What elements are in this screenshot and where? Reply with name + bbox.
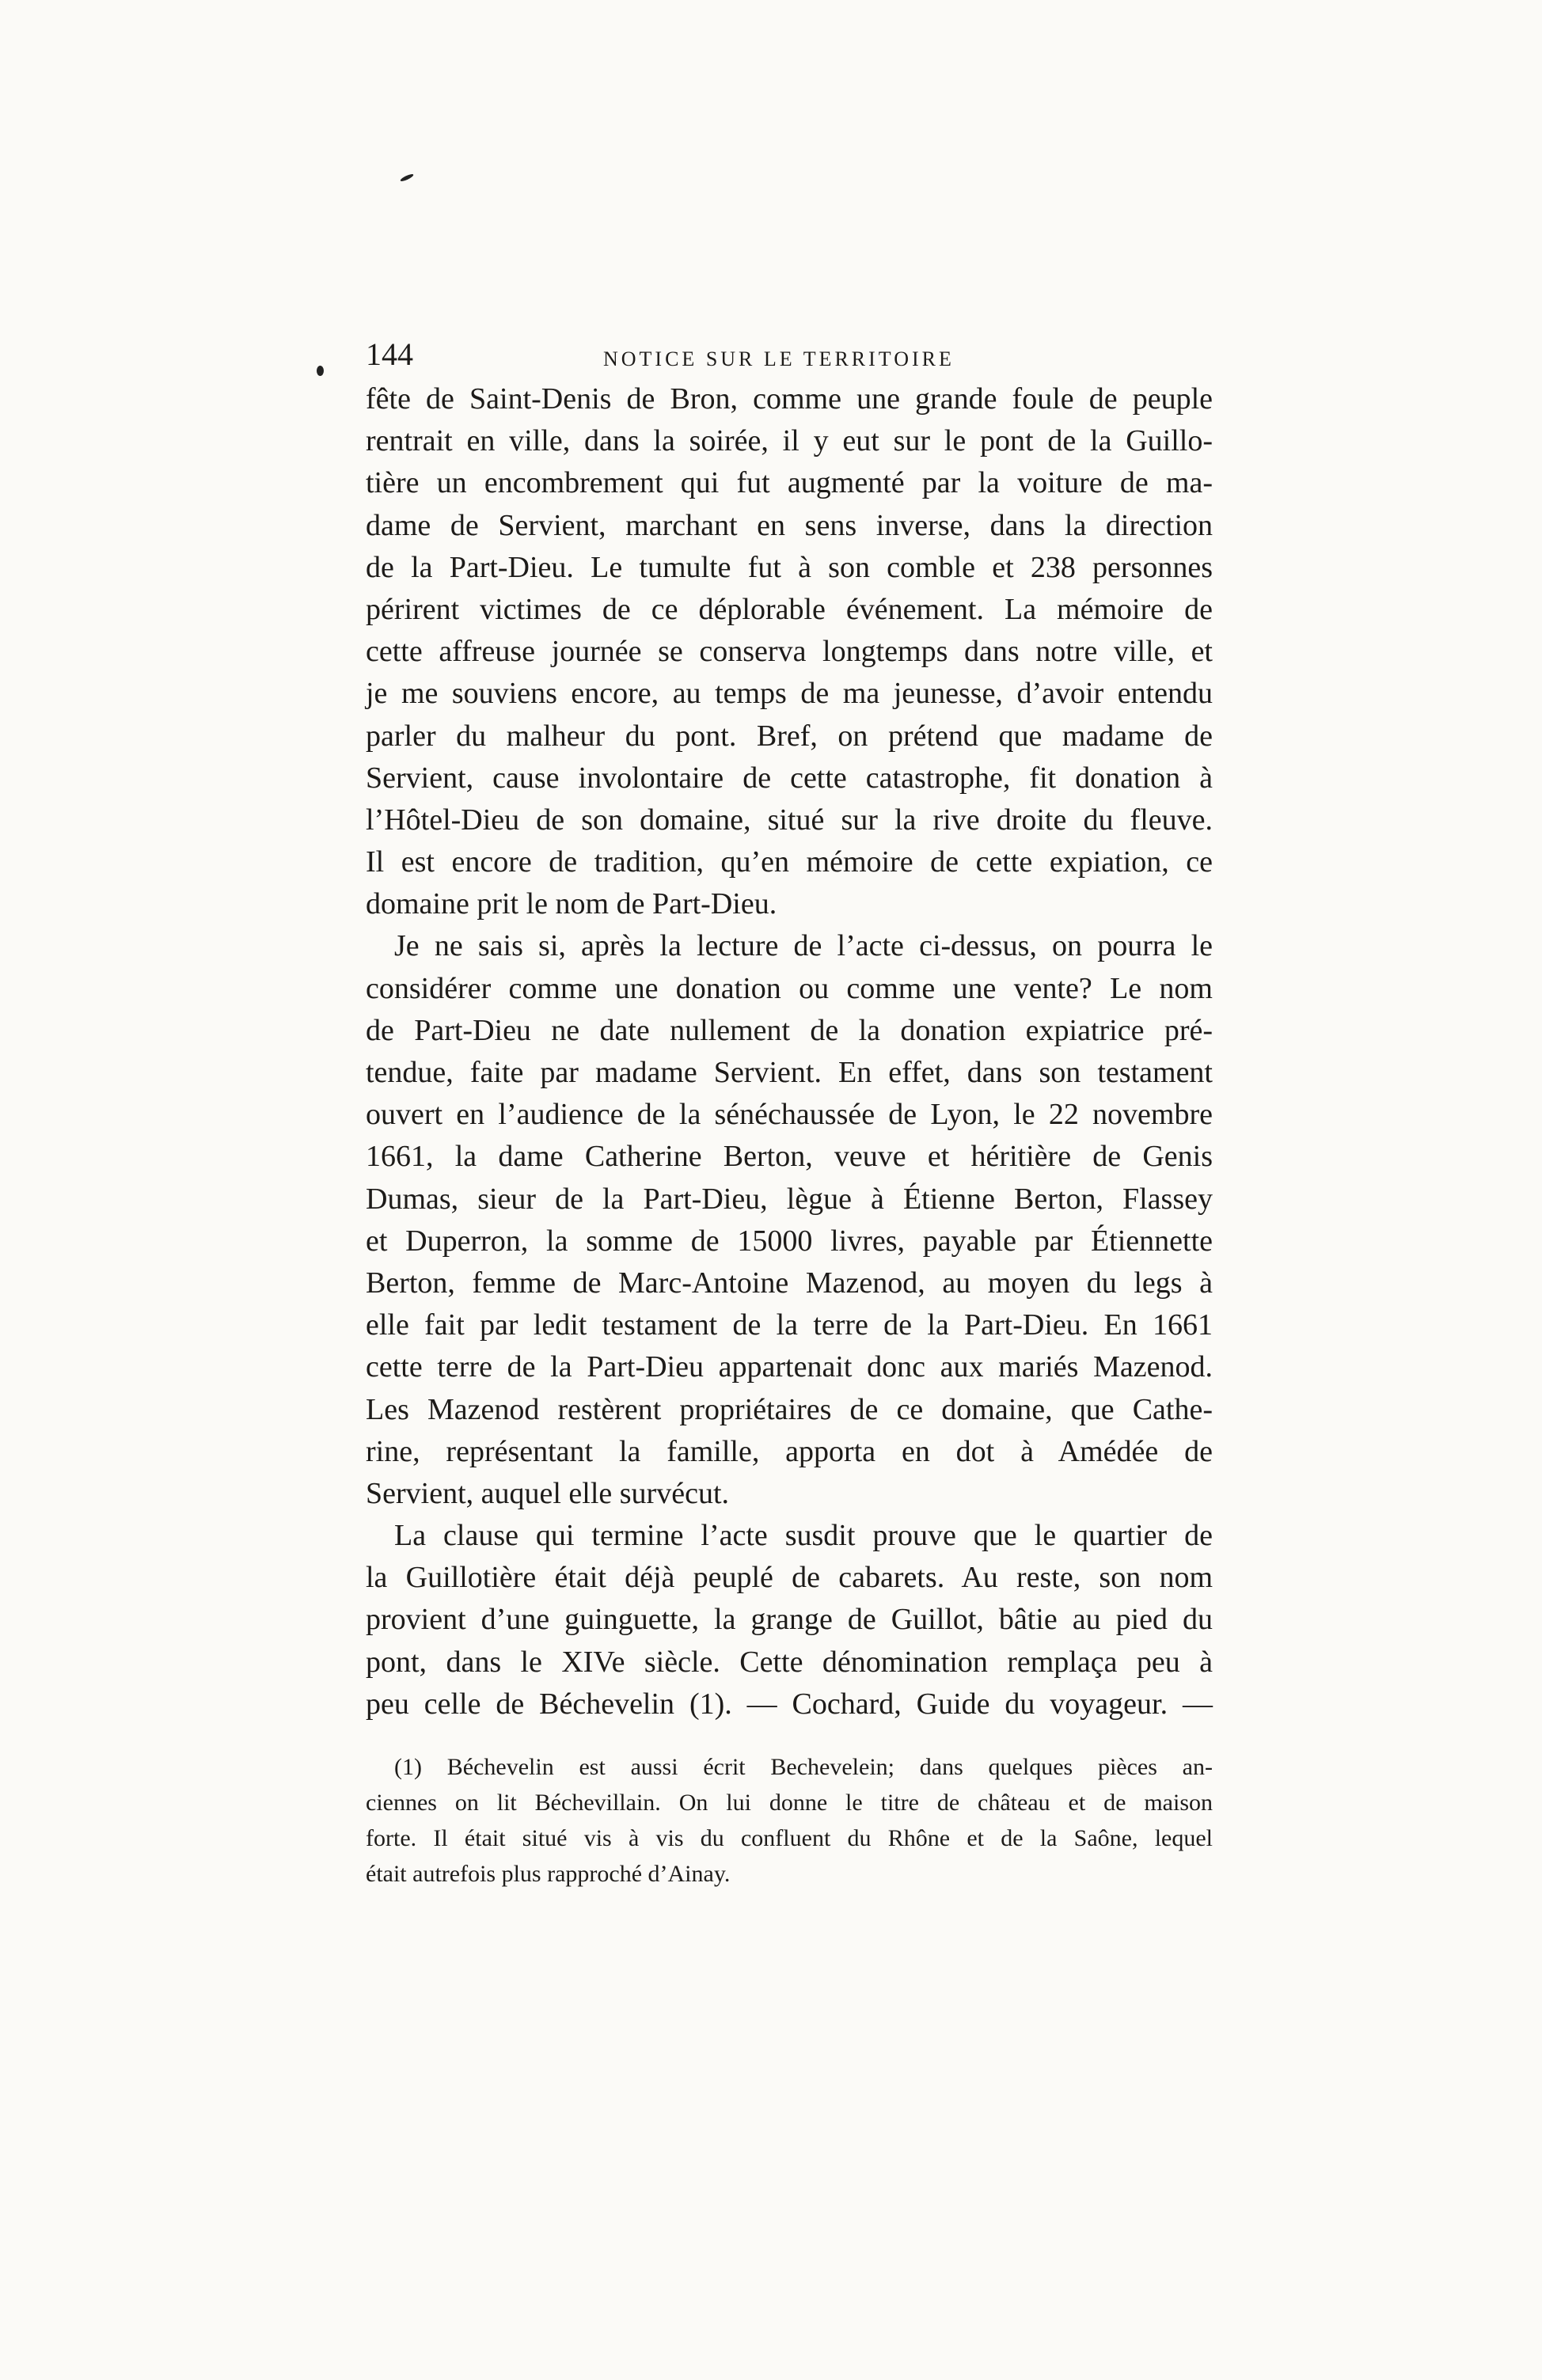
text-line: rine, représentant la famille, apporta en dot à Amédée de: [366, 1434, 1213, 1468]
text-line: cette terre de la Part-Dieu appartenait donc aux mariés Mazenod.: [366, 1350, 1213, 1384]
text-line: Les Mazenod restèrent propriétaires de ce domaine, que Cathe-: [366, 1392, 1213, 1426]
text-line: la Guillotière était déjà peuplé de cabarets. Au reste, son nom: [366, 1561, 1213, 1595]
text-line: elle fait par ledit testament de la terre de la Part-Dieu. En 1661: [366, 1308, 1213, 1342]
text-line: de la Part-Dieu. Le tumulte fut à son comble et 238 personnes: [366, 550, 1213, 584]
text-line: Servient, cause involontaire de cette catastrophe, fit donation à: [366, 761, 1213, 795]
text-line: rentrait en ville, dans la soirée, il y eut sur le pont de la Guillo-: [366, 424, 1213, 458]
text-line: peu celle de Béchevelin (1). — Cochard, Guide du voyageur. —: [366, 1687, 1213, 1721]
text-line: l’Hôtel-Dieu de son domaine, situé sur la rive droite du fleuve.: [366, 803, 1213, 837]
footnote-line: ciennes on lit Béchevillain. On lui donne le titre de château et de maison: [366, 1790, 1213, 1816]
text-line: tendue, faite par madame Servient. En effet, dans son testament: [366, 1056, 1213, 1089]
text-line: Je ne sais si, après la lecture de l’acte ci-dessus, on pourra le: [394, 929, 1213, 963]
text-line: tière un encombrement qui fut augmenté par la voiture de ma-: [366, 466, 1213, 500]
footnote: [366, 1749, 1213, 1892]
ink-mark: [400, 173, 414, 182]
footnote-line: forte. Il était situé vis à vis du confluent du Rhône et de la Saône, lequel: [366, 1825, 1213, 1851]
page-number: 144: [366, 336, 413, 372]
main-text: [366, 378, 1213, 1725]
running-head: NOTICE SUR LE TERRITOIRE: [603, 347, 955, 370]
text-line: cette affreuse journée se conserva longtemps dans notre ville, et: [366, 635, 1213, 669]
footnote-line: était autrefois plus rapproché d’Ainay.: [366, 1861, 731, 1887]
text-line: je me souviens encore, au temps de ma jeunesse, d’avoir entendu: [366, 677, 1213, 711]
text-line: Servient, auquel elle survécut.: [366, 1476, 730, 1510]
text-line: provient d’une guinguette, la grange de Guillot, bâtie au pied du: [366, 1603, 1213, 1637]
text-line: parler du malheur du pont. Bref, on prétend que madame de: [366, 719, 1213, 753]
text-line: domaine prit le nom de Part-Dieu.: [366, 887, 777, 921]
text-line: Dumas, sieur de la Part-Dieu, lègue à Étienne Berton, Flassey: [366, 1182, 1213, 1216]
text-line: périrent victimes de ce déplorable événement. La mémoire de: [366, 592, 1213, 626]
footnote-line: (1) Béchevelin est aussi écrit Bechevelein; dans quelques pièces an-: [394, 1754, 1213, 1780]
text-line: et Duperron, la somme de 15000 livres, payable par Étiennette: [366, 1224, 1213, 1258]
ink-dot: [317, 366, 324, 376]
text-line: fête de Saint-Denis de Bron, comme une grande foule de peuple: [366, 382, 1213, 416]
text-line: Berton, femme de Marc-Antoine Mazenod, au moyen du legs à: [366, 1266, 1213, 1300]
text-line: Il est encore de tradition, qu’en mémoire de cette expiation, ce: [366, 845, 1213, 879]
text-line: de Part-Dieu ne date nullement de la donation expiatrice pré-: [366, 1013, 1213, 1047]
text-line: 1661, la dame Catherine Berton, veuve et héritière de Genis: [366, 1140, 1213, 1174]
text-line: ouvert en l’audience de la sénéchaussée de Lyon, le 22 novembre: [366, 1098, 1213, 1132]
text-line: pont, dans le XIVe siècle. Cette dénomination remplaça peu à: [366, 1645, 1213, 1679]
page-header: [366, 331, 1213, 378]
text-line: La clause qui termine l’acte susdit prouve que le quartier de: [394, 1519, 1213, 1553]
text-line: dame de Servient, marchant en sens inverse, dans la direction: [366, 508, 1213, 542]
text-line: considérer comme une donation ou comme une vente? Le nom: [366, 971, 1213, 1005]
